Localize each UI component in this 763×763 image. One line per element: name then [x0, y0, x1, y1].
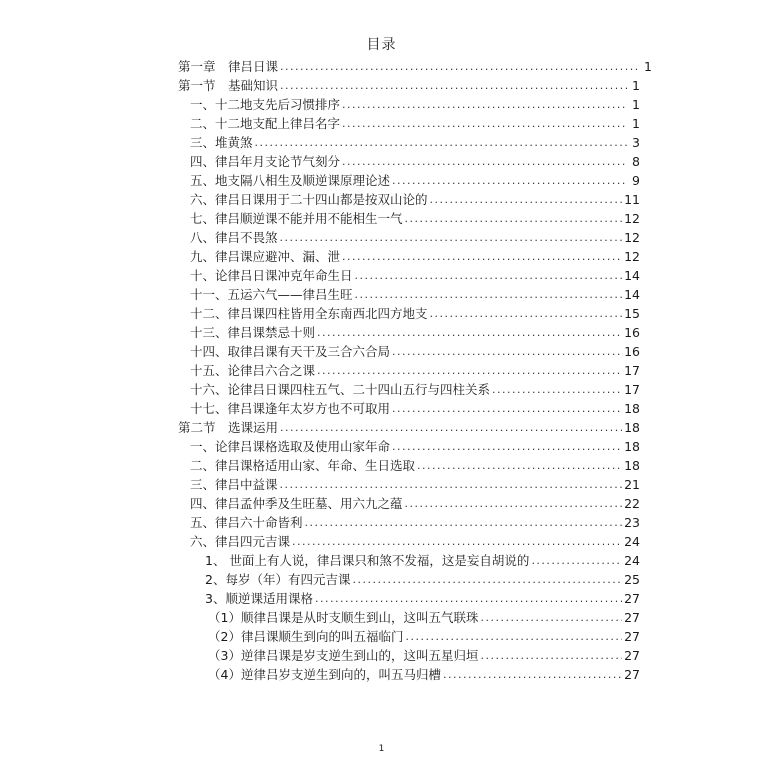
toc-entry-label: （3）逆律吕课是岁支逆生到山的，这叫五星归垣: [208, 648, 479, 663]
toc-entry-page: 18: [624, 439, 640, 454]
toc-entry-page: 16: [624, 325, 640, 340]
toc-entry-page: 1: [632, 78, 640, 93]
toc-entry: [178, 74, 640, 93]
toc-entry-label: 五、地支隔八相生及顺逆课原理论述: [190, 173, 391, 188]
toc-entry-page: 24: [624, 553, 640, 568]
toc-entry: [190, 169, 640, 188]
toc-entry: [178, 416, 640, 435]
toc-entry-page: 17: [624, 363, 640, 378]
toc-entry-label: 第一节 基础知识: [178, 78, 279, 93]
toc-entry-label: 十二、律吕课四柱皆用全东南西北四方地支: [190, 306, 428, 321]
toc-entry-label: （4）逆律吕岁支逆生到向的，叫五马归槽: [208, 667, 441, 682]
toc-entry-label: 第二节 选课运用: [178, 420, 279, 435]
toc-leader-dots: [280, 230, 623, 245]
toc-leader-dots: [492, 382, 622, 397]
toc-entry: [205, 549, 640, 568]
toc-entry-label: 一、十二地支先后习惯排序: [190, 97, 341, 112]
toc-entry-label: 八、律吕不畏煞: [190, 230, 278, 245]
toc-entry: [190, 492, 640, 511]
toc-leader-dots: [352, 572, 622, 587]
toc-entry-label: 十一、五运六气——律吕生旺: [190, 287, 353, 302]
toc-entry-label: 四、律吕年月支论节气刻分: [190, 154, 341, 169]
toc-entry: [190, 378, 640, 397]
toc-entry-label: 六、律吕日课用于二十四山都是按双山论的: [190, 192, 428, 207]
toc-leader-dots: [280, 477, 623, 492]
toc-entry-label: 十四、取律吕课有天干及三合六合局: [190, 344, 391, 359]
toc-entry-page: 15: [624, 306, 640, 321]
toc-leader-dots: [405, 496, 623, 511]
toc-entry-page: 16: [624, 344, 640, 359]
toc-entry-label: 二、律吕课格适用山家、年命、生日选取: [190, 458, 416, 473]
toc-leader-dots: [342, 97, 628, 112]
toc-entry: [190, 340, 640, 359]
toc-leader-dots: [392, 173, 628, 188]
toc-entry-page: 25: [624, 572, 640, 587]
toc-entry-label: 第一章 律吕日课: [178, 59, 279, 74]
toc-entry-label: 三、律吕中益课: [190, 477, 278, 492]
toc-entry: [190, 359, 640, 378]
toc-entry-label: 1、 世面上有人说，律吕课只和煞不发福，这是妄自胡说的: [205, 553, 530, 568]
toc-leader-dots: [443, 667, 622, 682]
toc-entry-label: 3、顺逆课适用课格: [205, 591, 313, 606]
toc-entry-page: 14: [624, 268, 640, 283]
toc-entry-page: 12: [624, 211, 640, 226]
toc-leader-dots: [480, 648, 622, 663]
toc-entry: [190, 93, 640, 112]
toc-leader-dots: [430, 192, 623, 207]
toc-entry-label: 四、律吕孟仲季及生旺墓、用六九之蕴: [190, 496, 403, 511]
toc-leader-dots: [292, 534, 622, 549]
toc-leader-dots: [430, 306, 623, 321]
toc-entry: [190, 264, 640, 283]
toc-leader-dots: [255, 135, 628, 150]
toc-entry-page: 27: [624, 591, 640, 606]
toc-title: 目录: [366, 37, 397, 53]
toc-entry-label: 2、每岁（年）有四元吉课: [205, 572, 351, 587]
toc-entry: [208, 625, 640, 644]
toc-entry-label: （2）律吕课顺生到向的叫五福临门: [208, 629, 404, 644]
toc-entry-page: 27: [624, 667, 640, 682]
toc-entry-label: 十五、论律吕六合之课: [190, 363, 316, 378]
toc-leader-dots: [317, 325, 622, 340]
toc-entry: [190, 188, 640, 207]
toc-leader-dots: [405, 211, 623, 226]
toc-entry: [190, 131, 640, 150]
toc-entry-label: 七、律吕顺逆课不能并用不能相生一气: [190, 211, 403, 226]
toc-entry: [208, 606, 640, 625]
toc-entry: [178, 55, 652, 74]
toc-entry: [190, 245, 640, 264]
toc-entry-page: 1: [644, 59, 652, 74]
toc-leader-dots: [317, 363, 622, 378]
toc-entry-page: 1: [632, 116, 640, 131]
toc-entry: [190, 207, 640, 226]
toc-entry: [190, 150, 640, 169]
toc-entry: [190, 435, 640, 454]
toc-entry-page: 27: [624, 648, 640, 663]
toc-entry-label: 二、十二地支配上律吕名字: [190, 116, 341, 131]
toc-leader-dots: [392, 439, 622, 454]
toc-entry-page: 14: [624, 287, 640, 302]
toc-entry: [208, 644, 640, 663]
toc-leader-dots: [355, 268, 623, 283]
toc-entry-page: 22: [624, 496, 640, 511]
toc-entry-page: 8: [632, 154, 640, 169]
toc-entry-page: 12: [624, 230, 640, 245]
toc-entry-page: 1: [632, 97, 640, 112]
toc-leader-dots: [417, 458, 622, 473]
toc-entry-label: 十三、律吕课禁忌十则: [190, 325, 316, 340]
toc-entry: [190, 454, 640, 473]
toc-entry-label: 三、堆黄煞: [190, 135, 253, 150]
toc-leader-dots: [392, 344, 622, 359]
toc-entry-page: 24: [624, 534, 640, 549]
toc-leader-dots: [531, 553, 622, 568]
toc-entry: [190, 226, 640, 245]
toc-entry: [190, 397, 640, 416]
toc-entry-label: 一、论律吕课格选取及使用山家年命: [190, 439, 391, 454]
toc-entry: [190, 473, 640, 492]
toc-leader-dots: [280, 59, 640, 74]
toc-entry-page: 18: [624, 401, 640, 416]
toc-entry-page: 18: [624, 420, 640, 435]
toc-leader-dots: [355, 287, 623, 302]
toc-leader-dots: [405, 629, 622, 644]
toc-leader-dots: [342, 249, 622, 264]
toc-entry-label: 十七、律吕课逢年太岁方也不可取用: [190, 401, 391, 416]
toc-entry: [205, 568, 640, 587]
toc-entry: [190, 511, 640, 530]
toc-entry: [208, 663, 640, 682]
toc-leader-dots: [342, 154, 628, 169]
toc-leader-dots: [305, 515, 623, 530]
toc-entry: [205, 587, 640, 606]
toc-entry-label: （1）顺律吕课是从时支顺生到山，这叫五气联珠: [208, 610, 479, 625]
page-number: 1: [378, 744, 385, 754]
toc-leader-dots: [315, 591, 622, 606]
toc-leader-dots: [342, 116, 628, 131]
toc-entry-page: 23: [624, 515, 640, 530]
toc-entry-page: 17: [624, 382, 640, 397]
toc-entry: [190, 283, 640, 302]
toc-entry-label: 六、律吕四元吉课: [190, 534, 291, 549]
toc-leader-dots: [480, 610, 622, 625]
toc-entry-label: 九、律吕课应避冲、漏、泄: [190, 249, 341, 264]
toc-leader-dots: [280, 78, 628, 93]
toc-entry-page: 27: [624, 629, 640, 644]
toc-entry-label: 十、论律吕日课冲克年命生日: [190, 268, 353, 283]
toc-entry: [190, 530, 640, 549]
toc-entry: [190, 112, 640, 131]
toc-entry-page: 18: [624, 458, 640, 473]
toc-entry: [190, 321, 640, 340]
toc-entry-page: 11: [624, 192, 640, 207]
toc-entry-page: 12: [624, 249, 640, 264]
toc-entry-page: 21: [624, 477, 640, 492]
toc-entry-page: 27: [624, 610, 640, 625]
toc-entry-page: 3: [632, 135, 640, 150]
toc-leader-dots: [280, 420, 622, 435]
toc-entry-page: 9: [632, 173, 640, 188]
toc-entry-label: 五、律吕六十命皆利: [190, 515, 303, 530]
toc-entry: [190, 302, 640, 321]
toc-leader-dots: [392, 401, 622, 416]
toc-entry-label: 十六、论律吕日课四柱五气、二十四山五行与四柱关系: [190, 382, 491, 397]
